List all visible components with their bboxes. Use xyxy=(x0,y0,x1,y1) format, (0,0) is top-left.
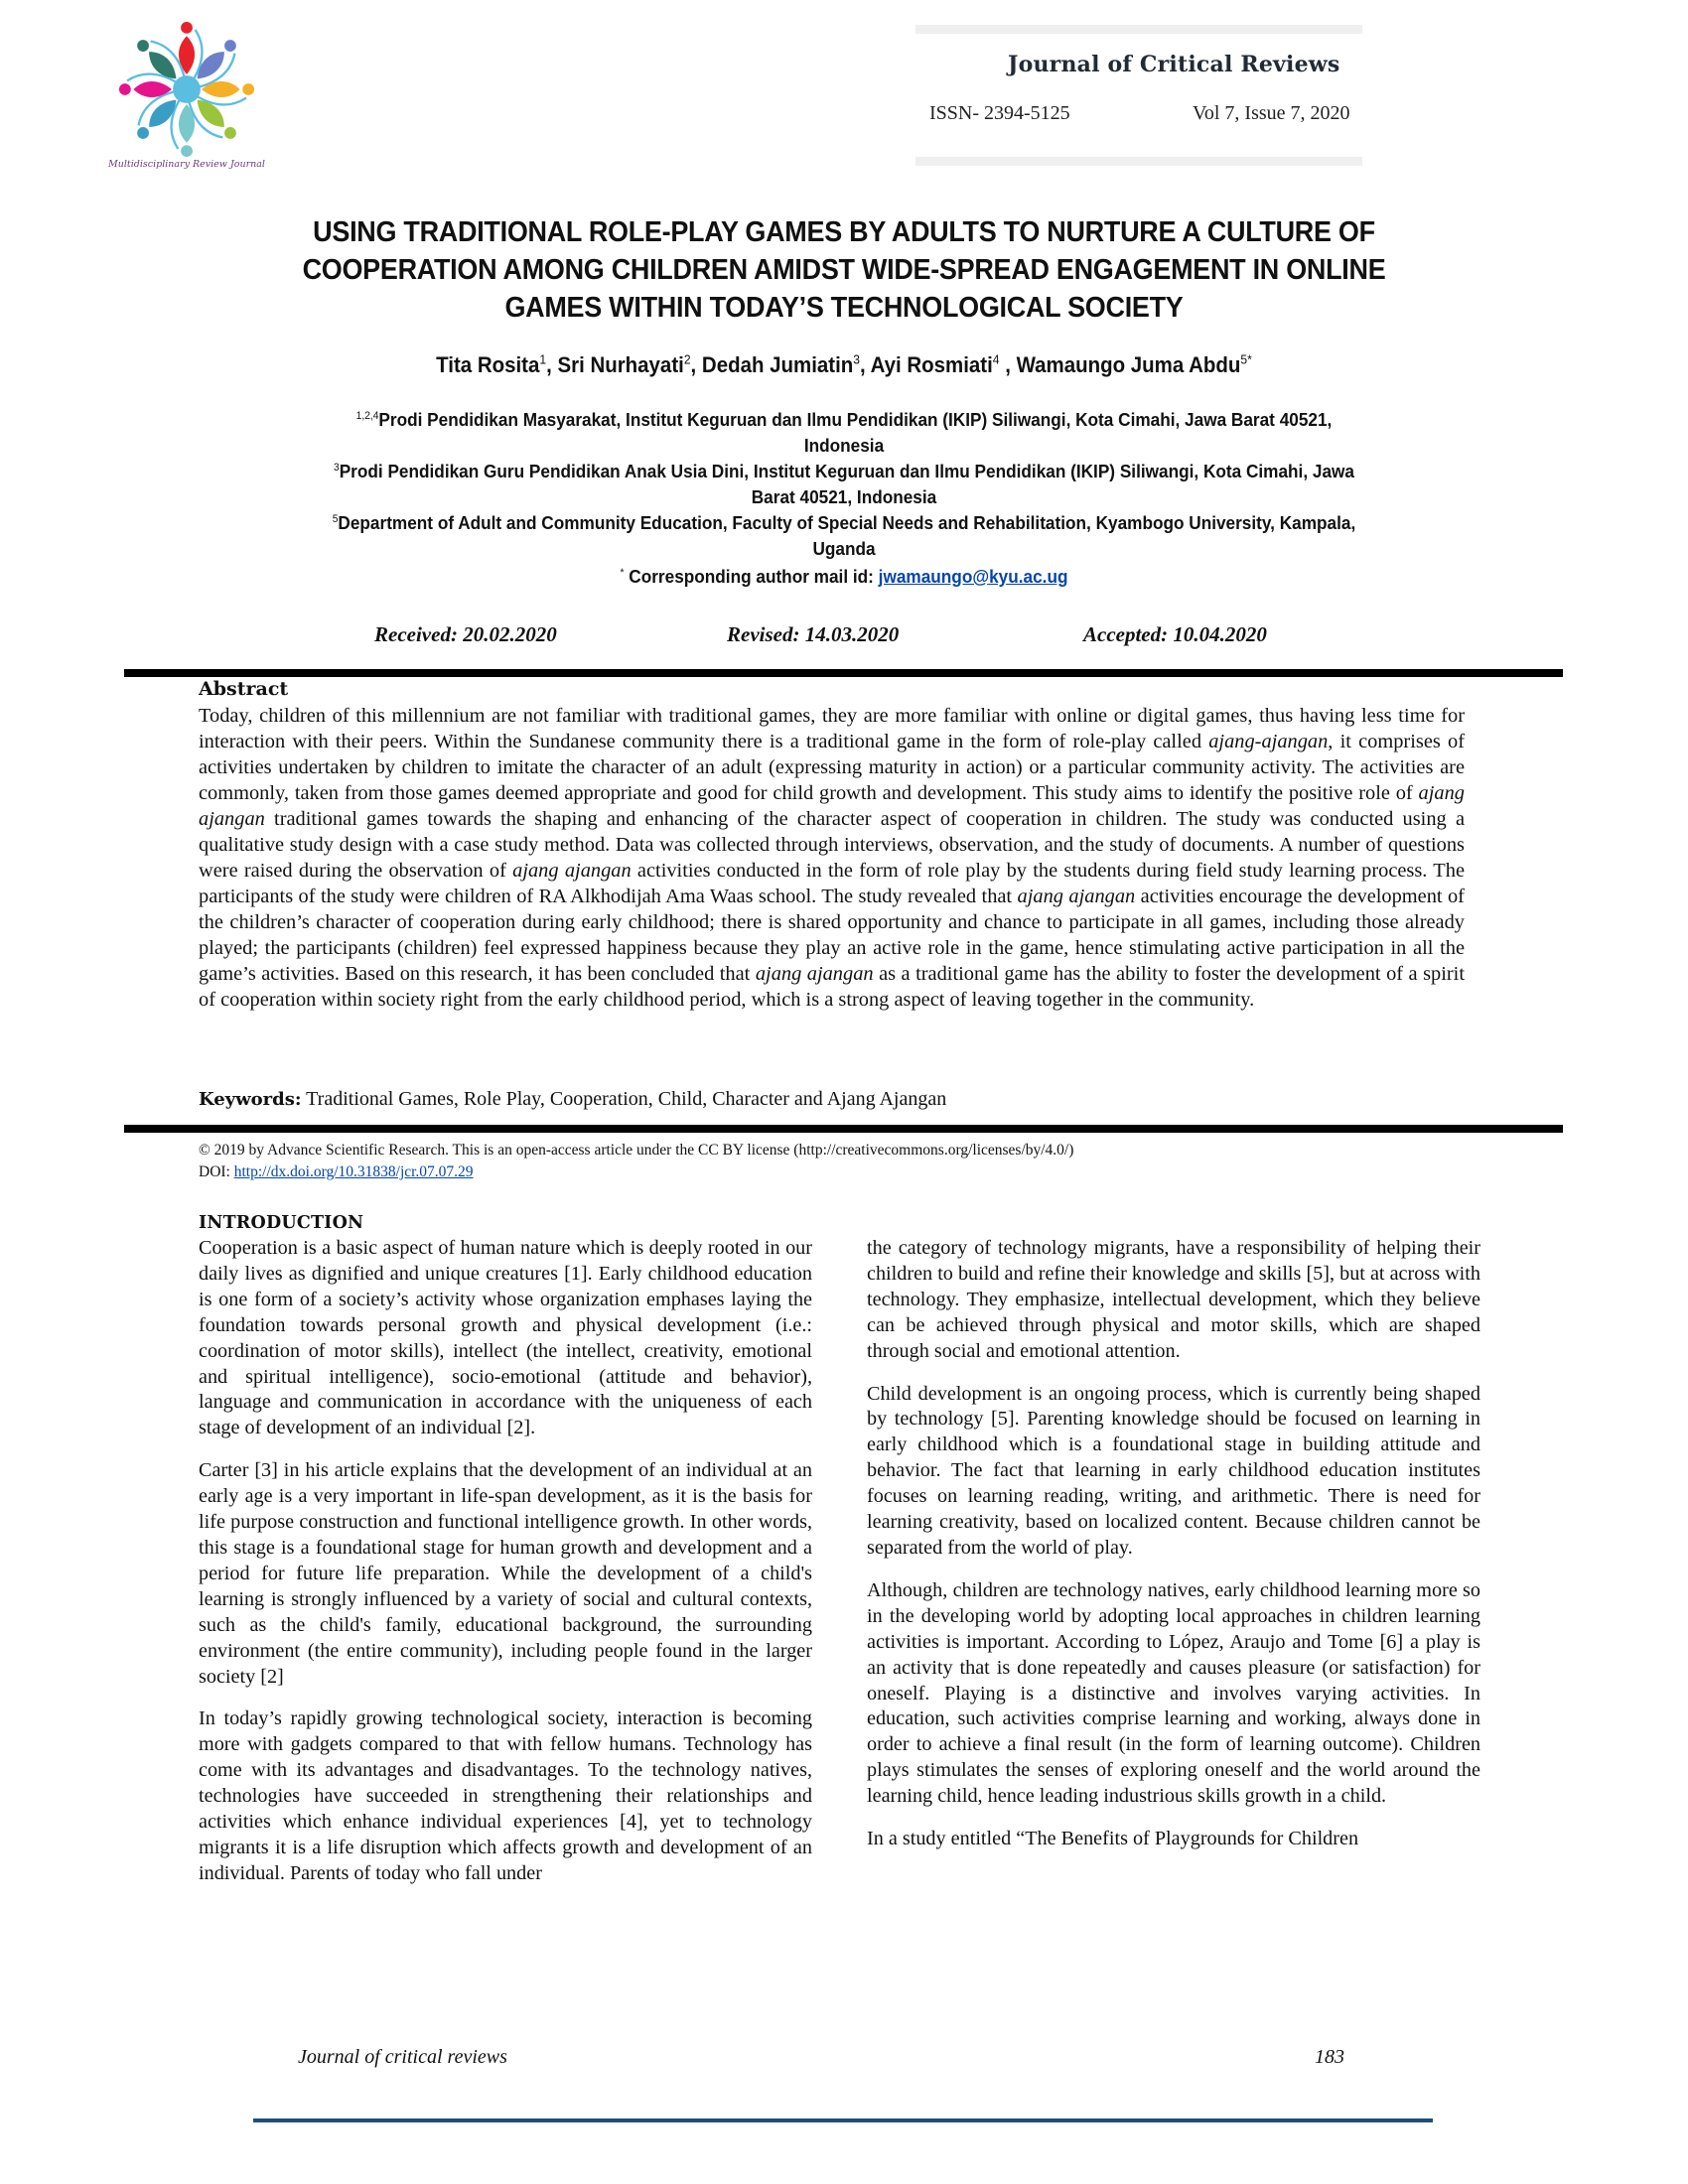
abstract-italic-term: ajang ajangan xyxy=(755,963,874,985)
title-line: GAMES WITHIN TODAY’S TECHNOLOGICAL SOCIETY xyxy=(504,292,1184,324)
abstract-segment: traditional games towards the shaping and enhancing of the character aspect of cooperation in children. The study was conducted using a qualitative study design with a case study method. Data was collected through interviews, observation, and the study of documents. A number of questions were raised during the observation of xyxy=(199,808,1465,882)
section-heading-introduction: INTRODUCTION xyxy=(199,1213,364,1233)
issn: ISSN- 2394-5125 xyxy=(929,102,1070,124)
corresponding-author: * Corresponding author mail id: jwamaungo@kyu.ac.ug xyxy=(620,566,1068,587)
footer-rule xyxy=(253,2118,1433,2122)
flower-logo-icon xyxy=(112,20,261,159)
author-affil-mark: 3 xyxy=(853,351,860,367)
abstract-italic-term: ajang ajangan xyxy=(512,860,632,882)
journal-logo xyxy=(87,20,286,169)
date-accepted: Accepted: 10.04.2020 xyxy=(1083,622,1267,646)
author-affil-mark: 5* xyxy=(1240,351,1252,367)
journal-name: Journal of Critical Reviews xyxy=(1008,52,1340,77)
paragraph: In today’s rapidly growing technological society, interaction is becoming more with gadgets compared to that with fellow humans. Technology has come with its advantages and disadvantages. To the technology natives, technologies have succeeded in strengthening their relationships and activities which enhance individual experiences [4], yet to technology migrants it is a life disruption which affects growth and development of an individual. Parents of today who fall under xyxy=(199,1707,812,1884)
date-received: Received: 20.02.2020 xyxy=(374,622,557,646)
affiliation-cont: Indonesia xyxy=(803,435,885,456)
keywords-list: Traditional Games, Role Play, Cooperation, Child, Character and Ajang Ajangan xyxy=(301,1088,947,1110)
abstract-italic-term: ajang ajangan xyxy=(199,782,1465,830)
date-revised: Revised: 14.03.2020 xyxy=(727,622,900,646)
paragraph: Carter [3] in his article explains that the development of an individual at an early age is a very important in life-span development, as it is the basis for life purpose construction and functional intelligence growth. In other words, this stage is a foundational stage for human growth and development and a period for future life preparation. While the development of a child's learning is strongly influenced by a variety of social and cultural contexts, such as the child's family, educational background, the surrounding environment (the entire community), including people found in the larger society [2] xyxy=(199,1459,812,1688)
affiliation-cont: Uganda xyxy=(812,538,876,559)
header-bar-bottom xyxy=(915,157,1362,166)
author: Sri Nurhayati$^2$, xyxy=(557,351,702,377)
abstract-heading: Abstract xyxy=(199,678,289,700)
left-column xyxy=(199,1236,812,1904)
abstract-bottom-rule xyxy=(124,1125,1563,1133)
right-column xyxy=(867,1236,1480,1869)
abstract-top-rule xyxy=(124,669,1563,677)
header-bar-top xyxy=(915,25,1362,34)
author: Ayi Rosmiati$^4$ , xyxy=(870,351,1017,377)
logo-center xyxy=(173,75,201,103)
article-title xyxy=(198,213,1490,327)
abstract-segment: Today, children of this millennium are not familiar with traditional games, they are more familiar with online or digital games, thus having less time for interaction with their peers. Within the Sundanese community there is a traditional game in the form of role-play called xyxy=(199,705,1465,752)
paragraph: In a study entitled “The Benefits of Playgrounds for Children xyxy=(867,1828,1359,1850)
abstract-segment: activities conducted in the form of role play by the students during field study learning process. The participants of the study were children of RA Alkhodijah Ama Waas school. The study revealed that xyxy=(199,860,1465,907)
doi: DOI: http://dx.doi.org/10.31838/jcr.07.07.29 xyxy=(199,1163,474,1180)
author-affil-mark: 4 xyxy=(992,351,1000,367)
volume-issue: Vol 7, Issue 7, 2020 xyxy=(1193,102,1350,124)
paragraph: Cooperation is a basic aspect of human nature which is deeply rooted in our daily lives as dignified and unique creatures [1]. Early childhood education is one form of a society’s activity whose organization emphases laying the foundation towards personal growth and physical development (i.e.: coordination of motor skills), intellect (the intellect, creativity, emotional and spiritual intelligence), socio-emotional (attitude and behavior), language and communication in accordance with the uniqueness of each stage of development of an individual [2]. xyxy=(199,1237,812,1439)
abstract-segment: as a traditional game has the ability to foster the development of a spirit of cooperation within society right from the early childhood period, which is a strong aspect of leaving together in the community. xyxy=(199,963,1465,1011)
author-list xyxy=(198,352,1490,378)
abstract-segment: activities encourage the development of the children’s character of cooperation during early childhood; there is shared opportunity and chance to participate in all games, including those already played; the participants (children) feel expressed happiness because they play an active role in the game, hence stimulating active participation in all the game’s activities. Based on this research, it has been concluded that xyxy=(199,886,1465,985)
logo-caption: Multidisciplinary Review Journal xyxy=(108,159,265,170)
footer-journal-name: Journal of critical reviews xyxy=(298,2046,507,2068)
title-line: USING TRADITIONAL ROLE-PLAY GAMES BY ADULTS TO NURTURE A CULTURE OF xyxy=(313,216,1375,248)
author-affil-mark: 1 xyxy=(539,351,547,367)
author: Dedah Jumiatin$^3$, xyxy=(701,351,871,377)
author: Tita Rosita$^1$, xyxy=(436,351,558,377)
corresponding-email-link[interactable]: jwamaungo@kyu.ac.ug xyxy=(878,566,1068,587)
abstract-text xyxy=(199,703,1465,1013)
title-line: COOPERATION AMONG CHILDREN AMIDST WIDE-SPREAD ENGAGEMENT IN ONLINE xyxy=(302,254,1386,286)
license-notice: © 2019 by Advance Scientific Research. This is an open-access article under the CC BY license (http://creativecommons.org/licenses/by/4.0/) xyxy=(199,1142,1074,1159)
doi-link[interactable]: http://dx.doi.org/10.31838/jcr.07.07.29 xyxy=(233,1163,474,1180)
paragraph: Child development is an ongoing process, which is currently being shaped by technology [5]. Parenting knowledge should be focused on learning in early childhood which is a foundational stage in building attitude and behavior. The fact that learning in early childhood education institutes focuses on learning reading, writing, and arithmetic. There is need for learning creativity, based on localized content. Because children cannot be separated from the world of play. xyxy=(867,1382,1480,1559)
author: Wamaungo Juma Abdu$^{5*}$ xyxy=(1016,351,1252,377)
affiliation: $^{1,2,4}$Prodi Pendidikan Masyarakat, Institut Keguruan dan Ilmu Pendidikan (IKIP) Siliwangi, Kota Cimahi, Jawa Barat 40521, xyxy=(355,409,1333,430)
abstract-segment: , it comprises of activities undertaken by children to imitate the character of an adult (expressing maturity in action) or a particular community activity. The activities are commonly, taken from those games deemed appropriate and good for child growth and development. This study aims to identify the positive role of xyxy=(199,731,1465,804)
page-number: 183 xyxy=(1315,2046,1344,2068)
abstract-italic-term: ajang-ajangan xyxy=(1208,731,1329,752)
paragraph: the category of technology migrants, have a responsibility of helping their children to build and refine their knowledge and skills [5], but at across with technology. They emphasize, intellectual development, which they believe can be achieved through physical and motor skills, which are shaped through social and emotional attention. xyxy=(867,1237,1480,1362)
paragraph: Although, children are technology natives, early childhood learning more so in the developing world by adopting local approaches in children learning activities is important. According to López, Araujo and Tome [6] a play is an activity that is done repeatedly and causes pleasure (or satisfaction) for oneself. Playing is a distinctive and involves varying activities. In education, such activities comprise learning and working, always done in order to achieve a final result (in the form of learning outcome). Children plays stimulates the senses of exploring oneself and the world around the learning child, hence leading industrious skills growth in a child. xyxy=(867,1578,1480,1808)
affiliations xyxy=(198,407,1490,590)
keywords xyxy=(199,1088,946,1111)
affiliation-cont: Barat 40521, Indonesia xyxy=(751,486,937,507)
affiliation: $^5$Department of Adult and Community Education, Faculty of Special Needs and Rehabilitation, Kyambogo University, Kampala, xyxy=(332,512,1356,533)
affiliation: $^3$Prodi Pendidikan Guru Pendidikan Anak Usia Dini, Institut Keguruan dan Ilmu Pendidikan (IKIP) Siliwangi, Kota Cimahi, Jawa xyxy=(334,461,1354,481)
author-affil-mark: 2 xyxy=(683,351,691,367)
abstract-italic-term: ajang ajangan xyxy=(1017,886,1136,907)
keywords-label: Keywords: xyxy=(199,1089,302,1110)
